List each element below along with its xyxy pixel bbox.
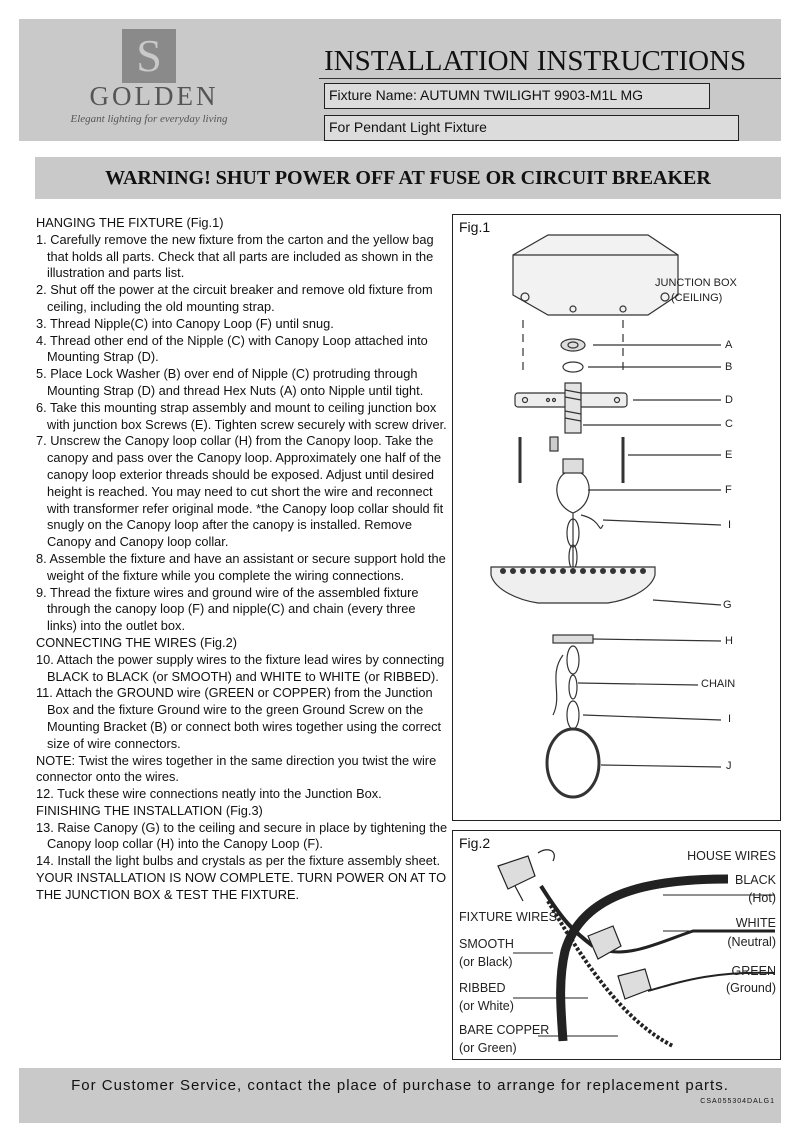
instruction-step: 8. Assemble the fixture and have an assistant or secure support hold the weight of the fixture while you complete the wiring connections. <box>36 550 446 583</box>
fixture-type-box: For Pendant Light Fixture <box>324 115 739 141</box>
figure-1-panel <box>452 214 781 821</box>
ground-label: (Ground) <box>725 981 776 995</box>
brand-name: GOLDEN <box>89 81 219 111</box>
or-green-label: (or Green) <box>459 1041 517 1055</box>
instruction-step: 14. Install the light bulbs and crystals as per the fixture assembly sheet. <box>36 853 441 869</box>
black-wire-label: BLACK <box>735 873 776 887</box>
part-label-d: D <box>725 394 733 406</box>
section-heading: FINISHING THE INSTALLATION (Fig.3) <box>36 802 263 818</box>
figure-1-title: Fig.1 <box>459 219 491 235</box>
part-label-h: H <box>725 635 733 647</box>
part-label-c: C <box>725 418 733 430</box>
house-wires-label: HOUSE WIRES <box>687 849 776 863</box>
part-label-b: B <box>725 361 733 373</box>
or-white-label: (or White) <box>459 999 514 1013</box>
fixture-wires-label: FIXTURE WIRES <box>459 910 557 924</box>
part-label-g: G <box>723 599 732 611</box>
title-underline <box>319 78 781 79</box>
ceiling-label: (CEILING) <box>671 292 723 304</box>
page-title: INSTALLATION INSTRUCTIONS <box>324 45 747 77</box>
green-wire-label: GREEN <box>731 964 776 978</box>
fixture-name-box: Fixture Name: AUTUMN TWILIGHT 9903-M1L MG <box>324 83 710 109</box>
or-black-label: (or Black) <box>459 955 513 969</box>
instruction-step: 13. Raise Canopy (G) to the ceiling and secure in place by tightening the Canopy loop collar (H) into the Canopy Loop (F). <box>36 819 448 852</box>
part-label-f: F <box>725 484 732 496</box>
neutral-label: (Neutral) <box>727 935 776 949</box>
completion-text: YOUR INSTALLATION IS NOW COMPLETE. TURN POWER ON AT TO THE JUNCTION BOX & TEST THE FIXTURE. <box>36 870 447 902</box>
instruction-step: 11. Attach the GROUND wire (GREEN or COPPER) from the Junction Box and the fixture Ground wire to the green Ground Screw on the Mounting Bracket (B) or connect both wires together using the correct size of wire connectors. <box>36 685 442 751</box>
instruction-step: 5. Place Lock Washer (B) over end of Nipple (C) protruding through Mounting Strap (D) and thread Hex Nuts (A) onto Nipple until tight. <box>36 366 424 398</box>
bare-copper-label: BARE COPPER <box>459 1023 550 1037</box>
hot-label: (Hot) <box>748 891 776 905</box>
section-heading: HANGING THE FIXTURE (Fig.1) <box>36 215 224 230</box>
part-label-i-lower: I <box>728 713 732 725</box>
figure-2-panel <box>452 830 781 1060</box>
ribbed-label: RIBBED <box>459 981 506 995</box>
instructions-column <box>36 215 448 904</box>
instruction-step: 9. Thread the fixture wires and ground wire of the assembled fixture through the canopy loop (F) and nipple(C) and chain (every three links) into the outlet box. <box>36 584 419 634</box>
header-banner <box>19 19 781 141</box>
footer-banner <box>19 1068 781 1123</box>
instruction-step: 2. Shut off the power at the circuit breaker and remove old fixture from ceiling, including the old mounting strap. <box>36 282 433 314</box>
brand-tagline: Elegant lighting for everyday living <box>70 113 228 125</box>
logo-mark-icon: S <box>122 29 176 83</box>
part-label-j: J <box>726 760 732 772</box>
smooth-label: SMOOTH <box>459 937 514 951</box>
chain-label: CHAIN <box>701 678 736 690</box>
part-label-a: A <box>725 339 733 351</box>
instruction-step: 3. Thread Nipple(C) into Canopy Loop (F) until snug. <box>36 315 334 331</box>
part-label-i: I <box>728 519 732 531</box>
document-code: CSA055304DALG1 <box>700 1098 775 1105</box>
instruction-step: 12. Tuck these wire connections neatly into the Junction Box. <box>36 786 382 802</box>
instruction-step: 10. Attach the power supply wires to the fixture lead wires by connecting BLACK to BLACK (or SMOOTH) and WHITE to WHITE (or RIBBED). <box>36 651 445 684</box>
warning-banner: WARNING! SHUT POWER OFF AT FUSE OR CIRCUIT BREAKER <box>35 157 781 199</box>
instruction-step: 7. Unscrew the Canopy loop collar (H) from the Canopy loop. Take the canopy and pass over the Canopy loop. Approximately one half of the canopy loop exterior threads should be exposed. Adjust until desired height is reached. You may need to cut short the wire and reconnect with transformer refer original mode. *the Canopy loop collar should fit snugly on the Canopy loop after the canopy is installed. Remove Canopy and Canopy loop collar. <box>36 433 444 550</box>
fixture-assembly-diagram <box>453 215 782 822</box>
note-text: NOTE: Twist the wires together in the same direction you twist the wire connector onto the wires. <box>36 752 437 785</box>
section-heading: CONNECTING THE WIRES (Fig.2) <box>36 634 237 650</box>
part-label-e: E <box>725 449 733 461</box>
instruction-step: 4. Thread other end of the Nipple (C) with Canopy Loop attached into Mounting Strap (D). <box>36 332 428 365</box>
instruction-step: 1. Carefully remove the new fixture from the carton and the yellow bag that holds all parts. Check that all parts are included as shown in the illustration and parts list. <box>36 231 434 281</box>
white-wire-label: WHITE <box>735 916 776 930</box>
instruction-step: 6. Take this mounting strap assembly and mount to ceiling junction box with junction box Screws (E). Tighten screw securely with screw driver. <box>36 399 447 432</box>
customer-service-text: For Customer Service, contact the place of purchase to arrange for replacement parts. <box>71 1077 729 1094</box>
junction-box-label: JUNCTION BOX <box>655 277 737 289</box>
figure-2-title: Fig.2 <box>459 835 491 851</box>
